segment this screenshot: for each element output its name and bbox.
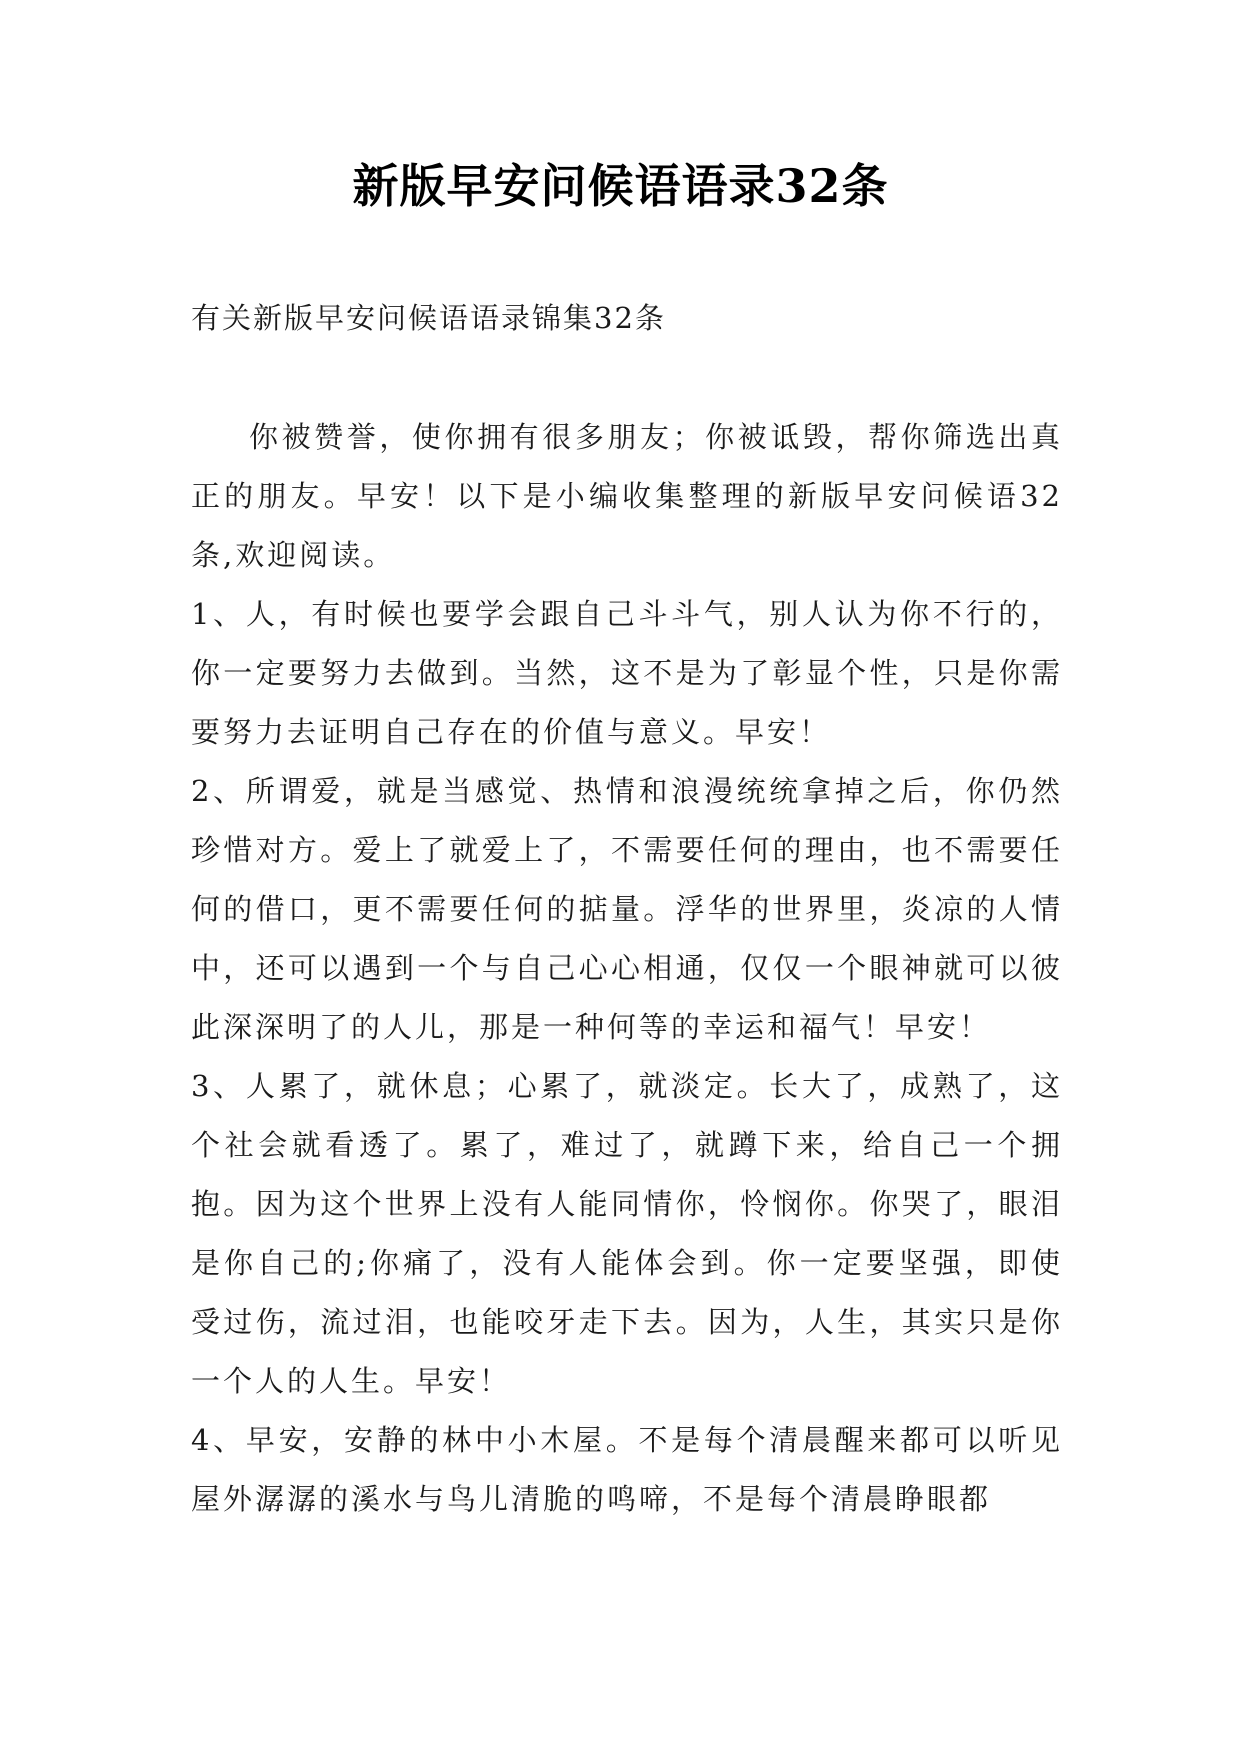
document-title: 新版早安问候语语录32条	[352, 159, 889, 213]
list-item: 4、早安，安静的林中小木屋。不是每个清晨醒来都可以听见屋外潺潺的溪水与鸟儿清脆的鸣啼，不是每个清晨睁眼都	[191, 1423, 1063, 1516]
document-subtitle: 有关新版早安问候语语录锦集32条	[191, 301, 666, 335]
intro-paragraph: 你被赞誉，使你拥有很多朋友；你被诋毁，帮你筛选出真正的朋友。早安！以下是小编收集整理的新版早安问候语32条,欢迎阅读。	[191, 420, 1063, 572]
document-body	[191, 408, 1063, 1529]
list-item: 3、人累了，就休息；心累了，就淡定。长大了，成熟了，这个社会就看透了。累了，难过了，就蹲下来，给自己一个拥抱。因为这个世界上没有人能同情你，怜悯你。你哭了，眼泪是你自己的;你痛了，没有人能体会到。你一定要坚强，即使受过伤，流过泪，也能咬牙走下去。因为，人生，其实只是你一个人的人生。早安！	[191, 1069, 1063, 1398]
list-item: 2、所谓爱，就是当感觉、热情和浪漫统统拿掉之后，你仍然珍惜对方。爱上了就爱上了，不需要任何的理由，也不需要任何的借口，更不需要任何的掂量。浮华的世界里，炎凉的人情中，还可以遇到一个与自己心心相通，仅仅一个眼神就可以彼此深深明了的人儿，那是一种何等的幸运和福气！早安！	[191, 774, 1063, 1044]
list-item: 1、人，有时候也要学会跟自己斗斗气，别人认为你不行的，你一定要努力去做到。当然，这不是为了彰显个性，只是你需要努力去证明自己存在的价值与意义。早安！	[191, 597, 1063, 749]
